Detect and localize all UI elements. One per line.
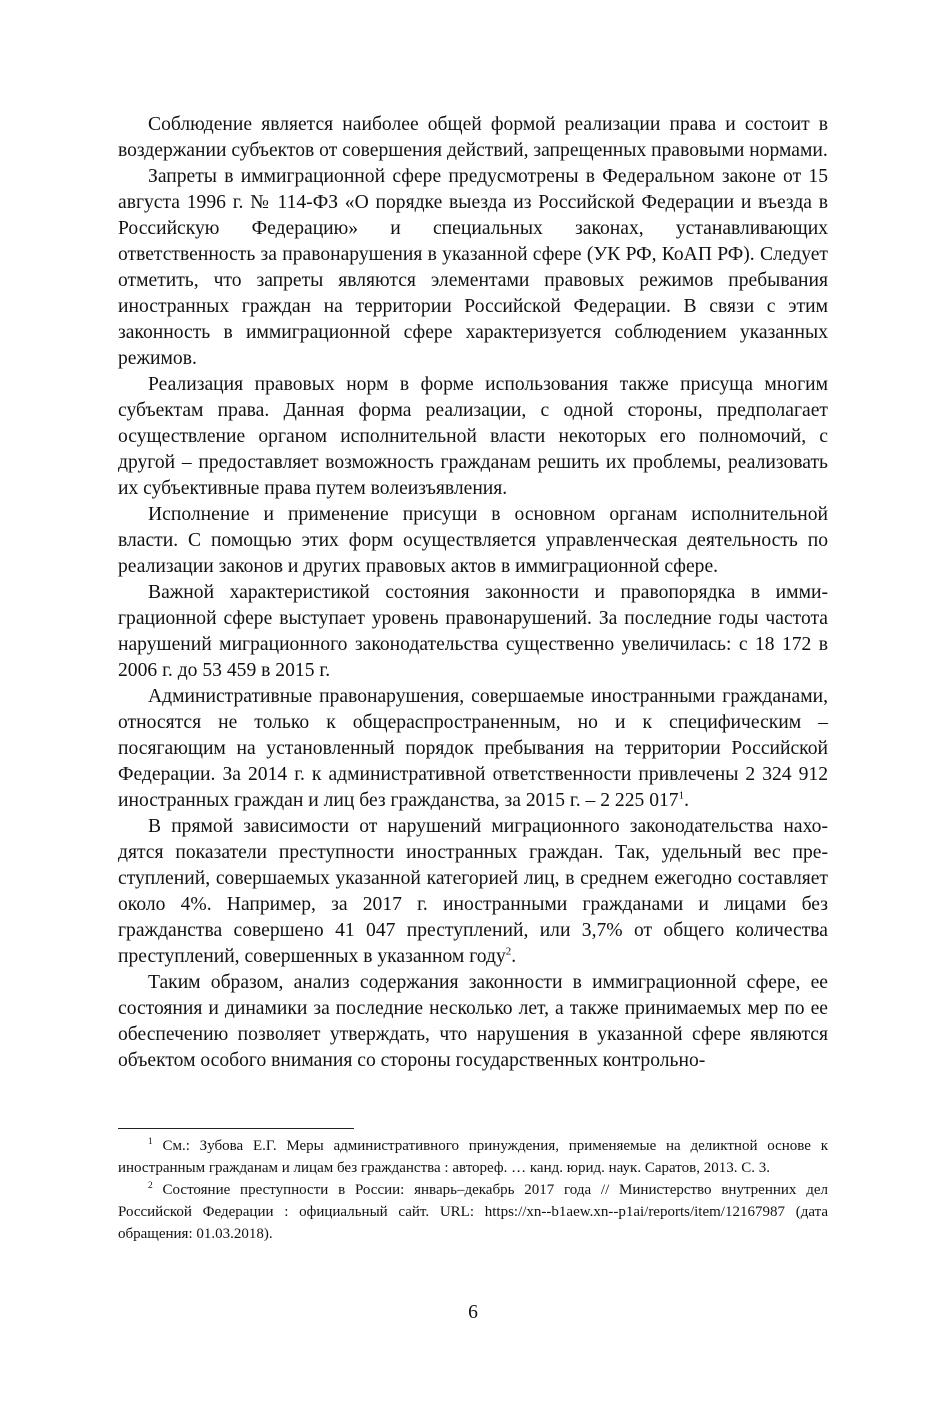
footnotes <box>118 1135 828 1245</box>
footnote-separator <box>118 1128 354 1129</box>
paragraph: Таким образом, анализ содержания законности в иммиграционной сфере, ее состояния и динамики за последние несколько лет, а также принимаемых мер по ее обеспечению позволяет утверждать, что нарушения в указанной сфере являются объектом особого внимания со стороны государственных контрольно- <box>118 972 828 1071</box>
paragraph: Административные правонарушения, совершаемые иностранными гражданами, относятся не только к общераспространенным, но и к специфическим – посягающим на установленный порядок пребывания на территории Российской Федерации. За 2014 г. к административной ответственности привлечены 2 324 912 иностранных граждан и лиц без гражданства, за 2015 г. – 2 225 $017^1$. <box>118 686 828 811</box>
paragraph: Запреты в иммиграционной сфере предусмотрены в Федеральном законе от 15 августа 1996 г. № 114-ФЗ «О порядке выезда из Российской Федерации и въезда в Российскую Федерацию» и специальных законах, устанавливающих ответственность за правонарушения в указанной сфере (УК РФ, КоАП РФ). Следует отметить, что запреты являются элементами правовых режимов пребывания иностранных граждан на территории Российской Федерации. В связи с этим законность в иммиграционной сфере характеризуется соблюдением указанных режимов. <box>118 166 828 369</box>
paragraph: В прямой зависимости от нарушений миграционного законодательства находятся показатели преступности иностранных граждан. Так, удельный вес преступлений, совершаемых указанной категорией лиц, в среднем ежегодно составляет около 4%. Например, за 2017 г. иностранными гражданами и лицами без гражданства совершено 41 047 преступлений, или 3,7% от общего количества преступлений, совершенных в указанном году$^2$. <box>118 816 828 967</box>
paragraph: Исполнение и применение присущи в основном органам исполнительной власти. С помощью этих форм осуществляется управленческая деятельность по реализации законов и других правовых актов в иммиграционной сфере. <box>118 504 828 577</box>
footnote-ref-1[interactable]: 1 <box>678 789 685 802</box>
paragraph: Соблюдение является наиболее общей формой реализации права и состоит в воздержании субъектов от совершения действий, запрещенных правовыми нормами. <box>118 114 828 161</box>
main-text <box>118 112 828 1074</box>
paragraph: Реализация правовых норм в форме использования также присуща многим субъектам права. Данная форма реализации, с одной стороны, предполагает осуществление органом исполнительной власти некоторых его полномочий, с другой – предоставляет возможность гражданам решить их проблемы, реализовать их субъективные права путем волеизъявления. <box>118 374 828 499</box>
page-number: 6 <box>468 1302 478 1323</box>
footnote-marker: 2 <box>148 1181 153 1191</box>
footnote-2: $^2$ Состояние преступности в России: январь–декабрь 2017 года // Министерство внутренних дел Российской Федерации : официальный сайт. URL: https://xn--b1aew.xn--p1ai/reports/item/12167987 (дата обращения: 01.03.2018). <box>118 1181 828 1242</box>
footnote-marker: 1 <box>148 1137 153 1147</box>
footnote-1: $^1$ См.: Зубова Е.Г. Меры административного принуждения, применяемые на деликтной основе к иностранным гражданам и лицам без гражданства : автореф. … канд. юрид. наук. Саратов, 2013. С. 3. <box>118 1137 828 1176</box>
paragraph: Важной характеристикой состояния законности и правопорядка в иммиграционной сфере выступает уровень правонарушений. За последние годы частота нарушений миграционного законодательства существенно увеличилась: с 18 172 в 2006 г. до 53 459 в 2015 г. <box>118 582 828 681</box>
footnote-ref-2[interactable]: 2 <box>505 945 512 958</box>
